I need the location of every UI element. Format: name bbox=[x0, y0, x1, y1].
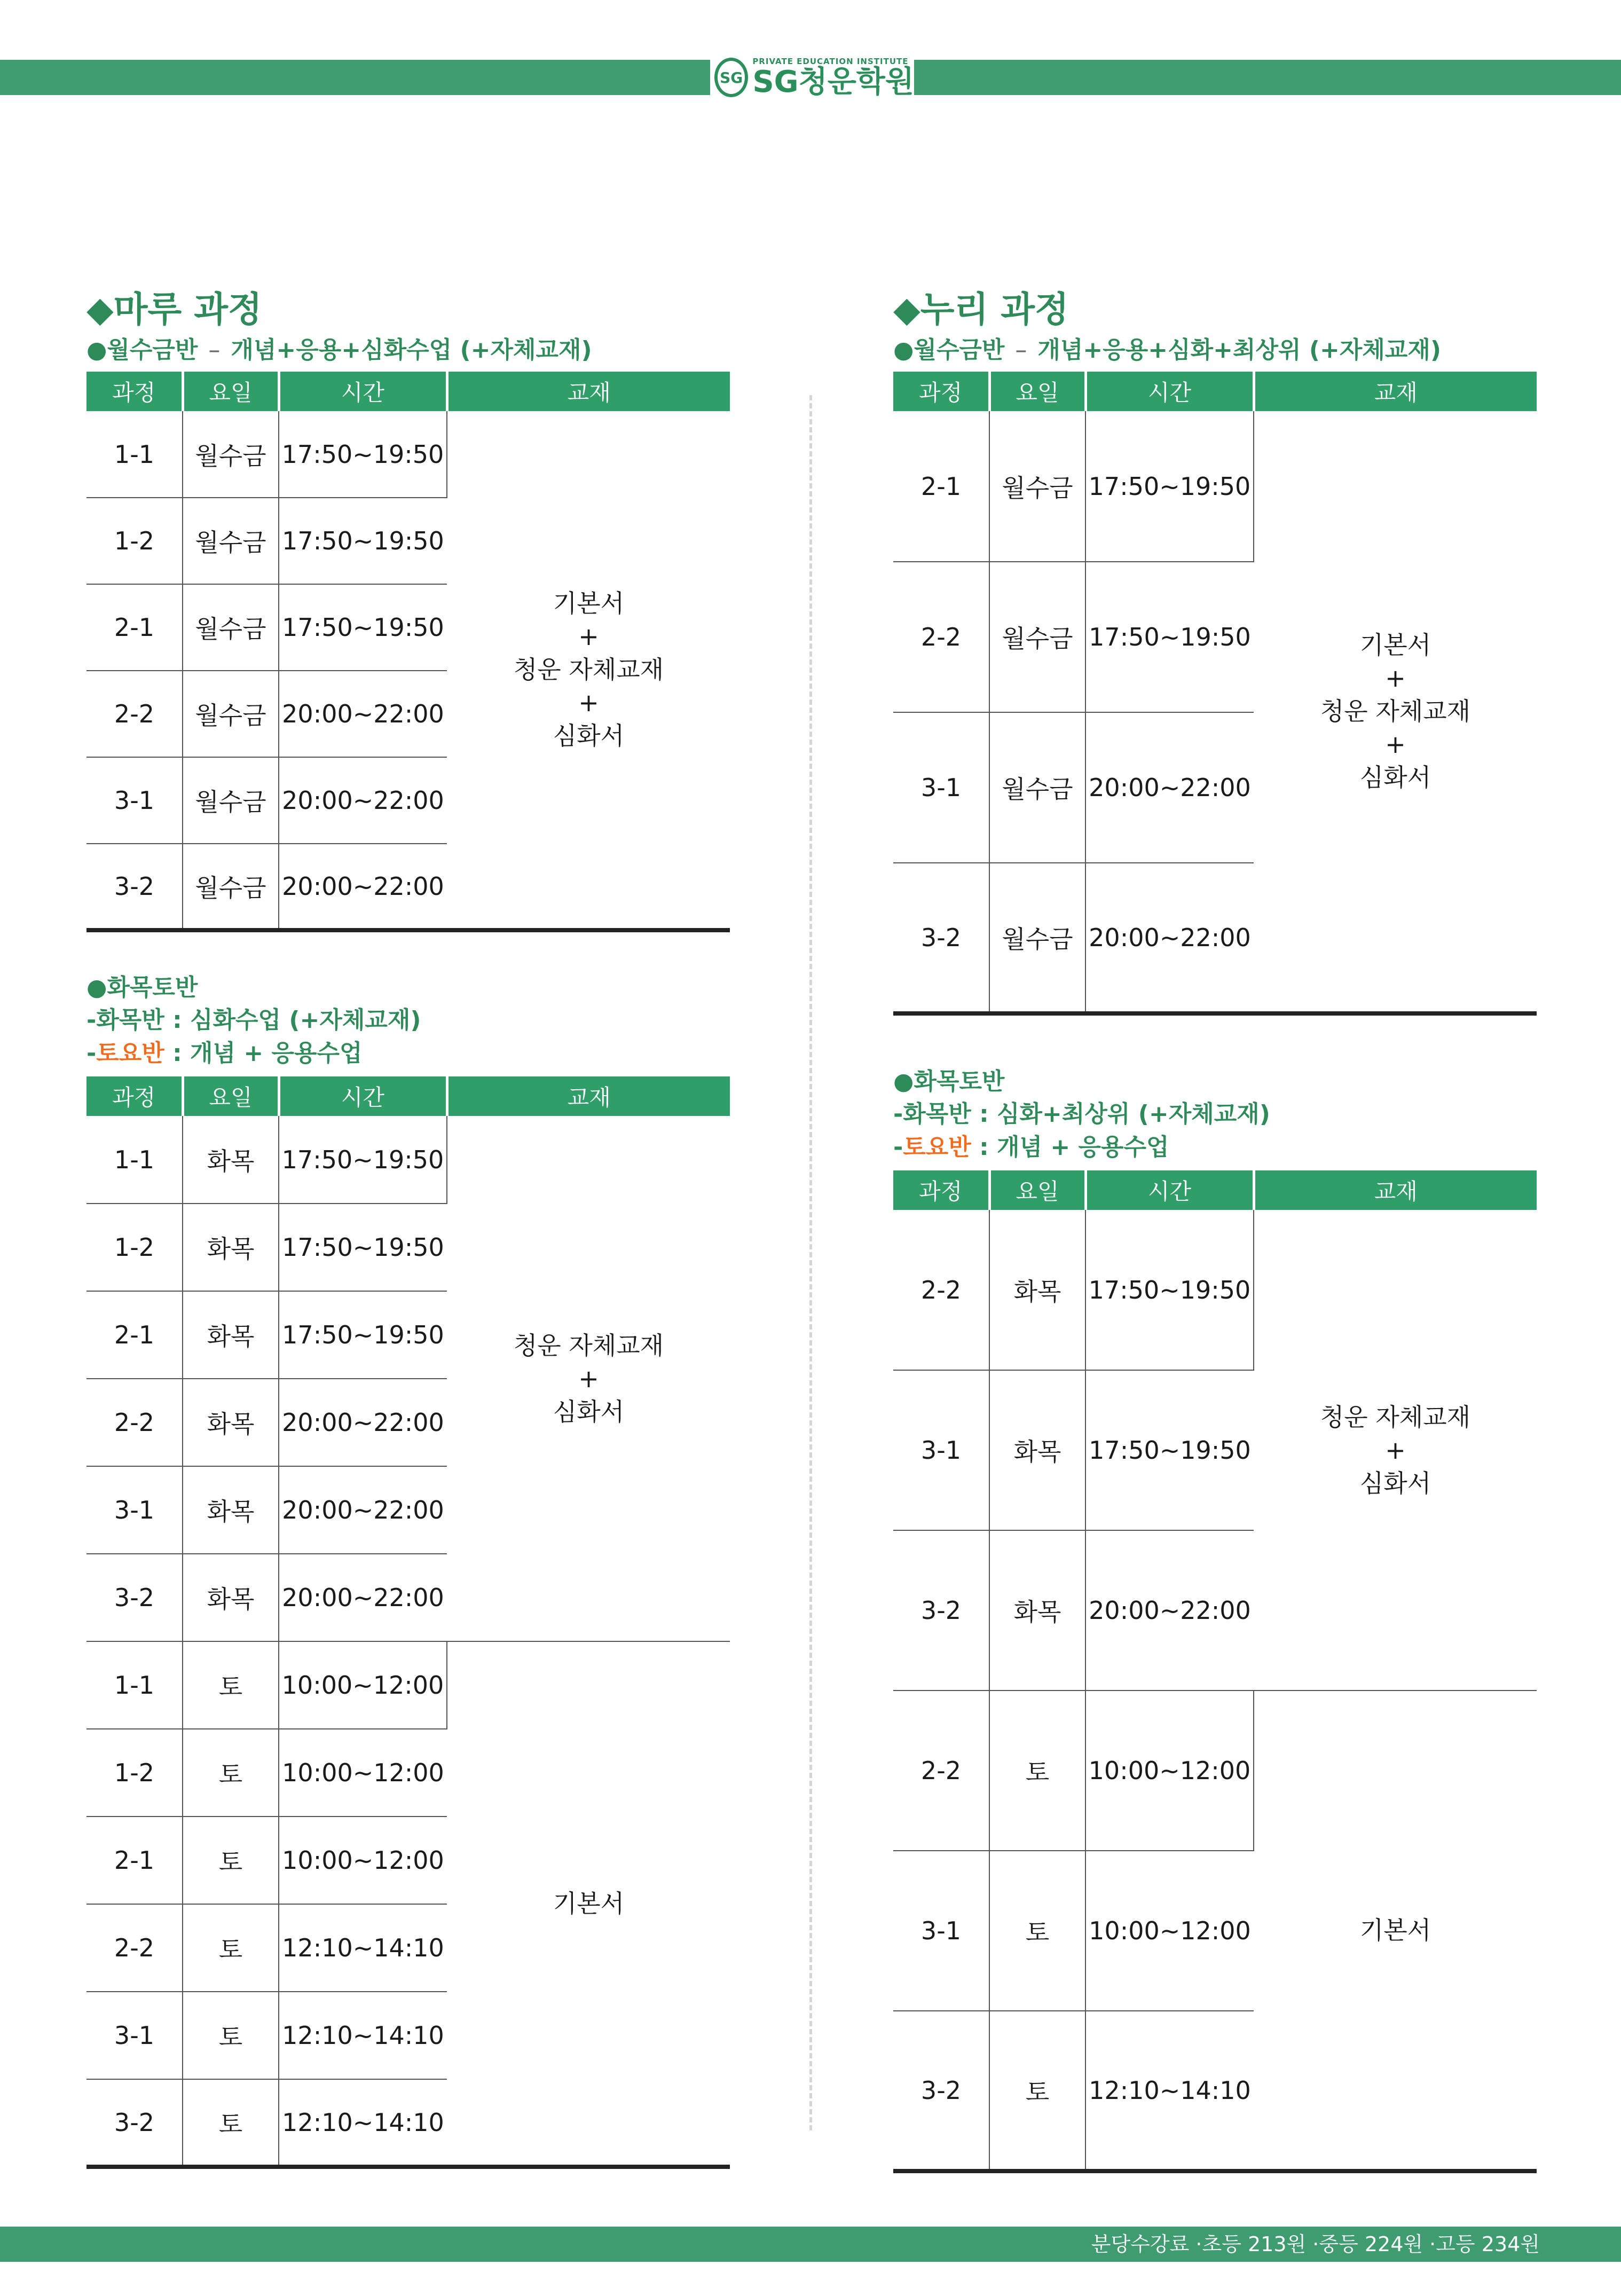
header-class: 과정 bbox=[893, 1170, 989, 1210]
time-cell: 20:00~22:00 bbox=[1085, 863, 1254, 1013]
maru-tts-table bbox=[86, 1076, 730, 2169]
class-cell: 2-2 bbox=[893, 1690, 989, 1851]
book-line: + bbox=[578, 1364, 599, 1393]
class-cell: 1-2 bbox=[86, 1204, 183, 1291]
book-line: 심화서 bbox=[553, 721, 625, 750]
book-cell bbox=[447, 1641, 730, 2167]
day-cell: 화목 bbox=[183, 1379, 279, 1466]
class-cell: 2-2 bbox=[893, 562, 989, 712]
day-cell: 토 bbox=[183, 2079, 279, 2167]
day-cell: 화목 bbox=[183, 1466, 279, 1554]
time-cell: 12:10~14:10 bbox=[279, 1992, 447, 2079]
class-cell: 3-2 bbox=[86, 1554, 183, 1641]
header-book: 교재 bbox=[1254, 1170, 1537, 1210]
header-book: 교재 bbox=[1254, 372, 1537, 411]
day-cell: 토 bbox=[989, 1851, 1085, 2011]
class-cell: 3-1 bbox=[893, 712, 989, 863]
header-class: 과정 bbox=[86, 1076, 183, 1116]
maru-mwf-heading: ●월수금반 – 개념+응용+심화수업 (+자체교재) bbox=[86, 336, 592, 364]
time-cell: 10:00~12:00 bbox=[1085, 1690, 1254, 1851]
header-time: 시간 bbox=[1085, 1170, 1254, 1210]
day-cell: 토 bbox=[989, 2011, 1085, 2171]
nuri-course-section bbox=[893, 288, 1537, 2173]
class-cell: 1-1 bbox=[86, 1641, 183, 1729]
book-line: + bbox=[1385, 1435, 1406, 1465]
table-row bbox=[893, 411, 1537, 562]
time-cell: 12:10~14:10 bbox=[1085, 2011, 1254, 2171]
book-line: + bbox=[1385, 664, 1406, 693]
time-cell: 10:00~12:00 bbox=[279, 1729, 447, 1817]
time-cell: 10:00~12:00 bbox=[279, 1817, 447, 1904]
class-cell: 2-2 bbox=[893, 1210, 989, 1370]
book-line: 기본서 bbox=[553, 589, 625, 618]
day-cell: 화목 bbox=[183, 1554, 279, 1641]
day-cell: 토 bbox=[989, 1690, 1085, 1851]
logo-subtitle: PRIVATE EDUCATION INSTITUTE bbox=[752, 57, 909, 66]
nuri-tts-table bbox=[893, 1170, 1537, 2173]
class-cell: 3-2 bbox=[893, 2011, 989, 2171]
day-cell: 화목 bbox=[183, 1204, 279, 1291]
day-cell: 화목 bbox=[989, 1370, 1085, 1530]
header-class: 과정 bbox=[86, 372, 183, 411]
class-cell: 3-2 bbox=[893, 1530, 989, 1690]
day-cell: 화목 bbox=[989, 1210, 1085, 1370]
day-cell: 화목 bbox=[183, 1116, 279, 1204]
class-cell: 2-1 bbox=[86, 584, 183, 671]
table-row bbox=[893, 1210, 1537, 1370]
class-cell: 2-2 bbox=[86, 671, 183, 757]
nuri-sat-note: -토요반 : 개념 + 응용수업 bbox=[893, 1134, 1169, 1161]
maru-sat-note: -토요반 : 개념 + 응용수업 bbox=[86, 1040, 363, 1067]
header-time: 시간 bbox=[279, 1076, 447, 1116]
time-cell: 12:10~14:10 bbox=[279, 1904, 447, 1992]
time-cell: 17:50~19:50 bbox=[1085, 1210, 1254, 1370]
time-cell: 20:00~22:00 bbox=[279, 757, 447, 844]
book-line: 청운 자체교재 bbox=[1320, 1402, 1471, 1432]
book-cell bbox=[1254, 411, 1537, 1013]
table-row bbox=[86, 411, 730, 498]
class-cell: 3-1 bbox=[86, 1466, 183, 1554]
time-cell: 10:00~12:00 bbox=[279, 1641, 447, 1729]
day-cell: 월수금 bbox=[183, 498, 279, 584]
book-line: 기본서 bbox=[553, 1889, 625, 1918]
time-cell: 17:50~19:50 bbox=[1085, 562, 1254, 712]
class-cell: 3-1 bbox=[86, 757, 183, 844]
nuri-mwf-table bbox=[893, 372, 1537, 1016]
footer-bar bbox=[0, 2227, 1621, 2262]
time-cell: 17:50~19:50 bbox=[279, 1204, 447, 1291]
day-cell: 월수금 bbox=[989, 712, 1085, 863]
maru-tts-heading: ●화목토반 bbox=[86, 974, 198, 1001]
book-line: 기본서 bbox=[1359, 631, 1431, 659]
book-line: + bbox=[578, 622, 599, 651]
time-cell: 17:50~19:50 bbox=[279, 1116, 447, 1204]
day-cell: 토 bbox=[183, 1729, 279, 1817]
academy-logo bbox=[710, 53, 914, 101]
time-cell: 20:00~22:00 bbox=[279, 844, 447, 930]
day-cell: 화목 bbox=[989, 1530, 1085, 1690]
class-cell: 2-1 bbox=[86, 1817, 183, 1904]
book-cell bbox=[1254, 1210, 1537, 1690]
class-cell: 3-1 bbox=[893, 1370, 989, 1530]
class-cell: 1-2 bbox=[86, 1729, 183, 1817]
book-line: 청운 자체교재 bbox=[513, 655, 664, 684]
time-cell: 17:50~19:50 bbox=[1085, 1370, 1254, 1530]
class-cell: 2-1 bbox=[86, 1291, 183, 1379]
book-cell bbox=[447, 411, 730, 930]
time-cell: 20:00~22:00 bbox=[1085, 1530, 1254, 1690]
table-row bbox=[86, 1641, 730, 1729]
day-cell: 토 bbox=[183, 1992, 279, 2079]
day-cell: 월수금 bbox=[183, 411, 279, 498]
time-cell: 17:50~19:50 bbox=[279, 498, 447, 584]
maru-mwf-table bbox=[86, 372, 730, 932]
nuri-tt-note: -화목반 : 심화+최상위 (+자체교재) bbox=[893, 1100, 1270, 1128]
day-cell: 토 bbox=[183, 1641, 279, 1729]
header-book: 교재 bbox=[447, 1076, 730, 1116]
book-line: 기본서 bbox=[1359, 1915, 1431, 1945]
time-cell: 17:50~19:50 bbox=[279, 1291, 447, 1379]
day-cell: 월수금 bbox=[183, 584, 279, 671]
book-line: 심화서 bbox=[1359, 763, 1431, 792]
class-cell: 1-2 bbox=[86, 498, 183, 584]
book-line: + bbox=[578, 688, 599, 717]
header-time: 시간 bbox=[279, 372, 447, 411]
book-line: 청운 자체교재 bbox=[513, 1331, 664, 1360]
time-cell: 17:50~19:50 bbox=[279, 411, 447, 498]
day-cell: 토 bbox=[183, 1817, 279, 1904]
fee-note: 분당수강료 ·초등 213원 ·중등 224원 ·고등 234원 bbox=[1091, 2232, 1540, 2256]
day-cell: 월수금 bbox=[183, 671, 279, 757]
table-row bbox=[893, 1690, 1537, 1851]
day-cell: 월수금 bbox=[989, 863, 1085, 1013]
book-cell bbox=[1254, 1690, 1537, 2171]
class-cell: 2-2 bbox=[86, 1379, 183, 1466]
book-line: 심화서 bbox=[553, 1397, 625, 1426]
day-cell: 화목 bbox=[183, 1291, 279, 1379]
nuri-mwf-heading: ●월수금반 – 개념+응용+심화+최상위 (+자체교재) bbox=[893, 336, 1441, 364]
book-line: + bbox=[1385, 730, 1406, 759]
header-class: 과정 bbox=[893, 372, 989, 411]
class-cell: 1-1 bbox=[86, 1116, 183, 1204]
day-cell: 토 bbox=[183, 1904, 279, 1992]
time-cell: 20:00~22:00 bbox=[279, 671, 447, 757]
time-cell: 20:00~22:00 bbox=[279, 1554, 447, 1641]
column-divider bbox=[809, 395, 812, 2130]
class-cell: 3-2 bbox=[86, 844, 183, 930]
table-row bbox=[86, 1116, 730, 1204]
day-cell: 월수금 bbox=[989, 562, 1085, 712]
day-cell: 월수금 bbox=[989, 411, 1085, 562]
time-cell: 10:00~12:00 bbox=[1085, 1851, 1254, 2011]
header-day: 요일 bbox=[183, 1076, 279, 1116]
time-cell: 20:00~22:00 bbox=[1085, 712, 1254, 863]
time-cell: 20:00~22:00 bbox=[279, 1379, 447, 1466]
header-day: 요일 bbox=[989, 372, 1085, 411]
header-day: 요일 bbox=[989, 1170, 1085, 1210]
book-cell bbox=[447, 1116, 730, 1641]
maru-title: ◆마루 과정 bbox=[86, 289, 262, 330]
day-cell: 월수금 bbox=[183, 757, 279, 844]
class-cell: 2-1 bbox=[893, 411, 989, 562]
time-cell: 20:00~22:00 bbox=[279, 1466, 447, 1554]
class-cell: 2-2 bbox=[86, 1904, 183, 1992]
nuri-tts-heading: ●화목토반 bbox=[893, 1068, 1005, 1095]
class-cell: 3-2 bbox=[893, 863, 989, 1013]
class-cell: 3-2 bbox=[86, 2079, 183, 2167]
sg-emblem-icon: SG bbox=[714, 58, 748, 97]
maru-course-section bbox=[86, 288, 730, 2169]
class-cell: 3-1 bbox=[893, 1851, 989, 2011]
time-cell: 12:10~14:10 bbox=[279, 2079, 447, 2167]
class-cell: 3-1 bbox=[86, 1992, 183, 2079]
book-line: 심화서 bbox=[1359, 1468, 1431, 1498]
maru-tt-note: -화목반 : 심화수업 (+자체교재) bbox=[86, 1007, 421, 1034]
time-cell: 17:50~19:50 bbox=[1085, 411, 1254, 562]
class-cell: 1-1 bbox=[86, 411, 183, 498]
logo-name: SG청운학원 bbox=[752, 65, 914, 99]
book-line: 청운 자체교재 bbox=[1320, 697, 1471, 726]
nuri-title: ◆누리 과정 bbox=[893, 289, 1069, 330]
header-day: 요일 bbox=[183, 372, 279, 411]
header-time: 시간 bbox=[1085, 372, 1254, 411]
day-cell: 월수금 bbox=[183, 844, 279, 930]
time-cell: 17:50~19:50 bbox=[279, 584, 447, 671]
header-book: 교재 bbox=[447, 372, 730, 411]
